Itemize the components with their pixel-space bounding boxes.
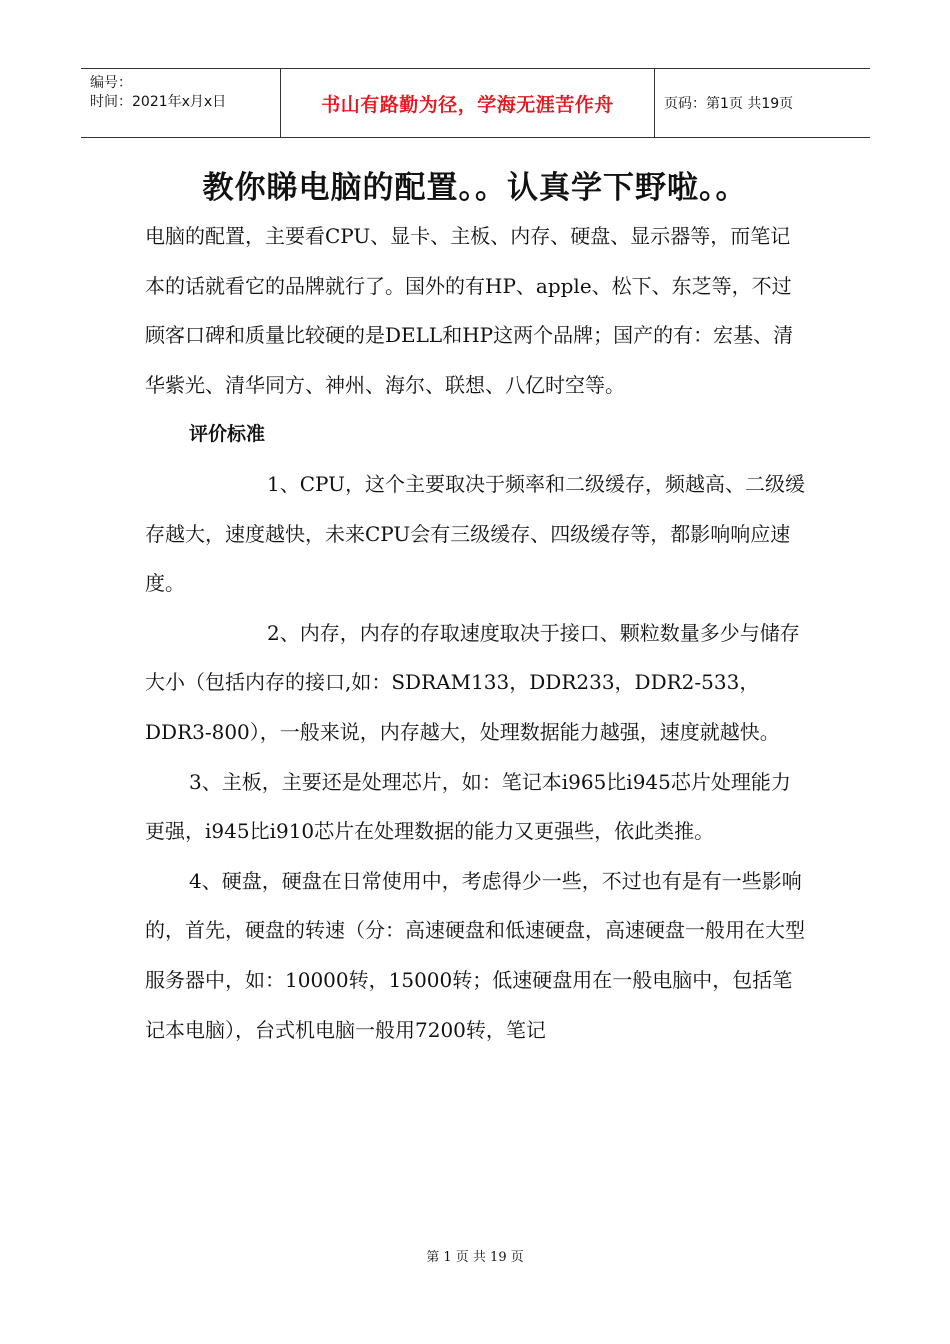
document-body bbox=[145, 212, 810, 1055]
header-info-cell bbox=[81, 69, 281, 137]
header-motto-cell bbox=[281, 69, 655, 137]
page-code: 页码：第1页 共19页 bbox=[664, 96, 794, 112]
date-label: 时间：2021年x月x日 bbox=[90, 94, 227, 110]
document-title: 教你睇电脑的配置。。认真学下野啦。。 bbox=[202, 170, 748, 206]
header-table bbox=[81, 68, 870, 138]
paragraph-harddisk: 4、硬盘，硬盘在日常使用中，考虑得少一些，不过也有是有一些影响的，首先，硬盘的转速（分：高速硬盘和低速硬盘，高速硬盘一般用在大型服务器中，如：10000转，15000转；低速硬盘用在一般电脑中，包括笔记本电脑），台式机电脑一般用7200转，笔记 bbox=[145, 868, 805, 1042]
section-heading: 评价标准 bbox=[189, 423, 266, 446]
intro-paragraph: 电脑的配置，主要看CPU、显卡、主板、内存、硬盘、显示器等，而笔记本的话就看它的品牌就行了。国外的有HP、apple、松下、东芝等，不过顾客口碑和质量比较硬的是DELL和HP这两个品牌；国产的有：宏基、清华紫光、清华同方、神州、海尔、联想、八亿时空等。 bbox=[145, 224, 794, 397]
paragraph-cpu: 1、CPU，这个主要取决于频率和二级缓存，频越高、二级缓存越大，速度越快，未来CPU会有三级缓存、四级缓存等，都影响响应速度。 bbox=[145, 471, 805, 596]
motto-text: 书山有路勤为径，学海无涯苦作舟 bbox=[321, 93, 614, 116]
page-footer: 第 1 页 共 19 页 bbox=[426, 1250, 524, 1265]
paragraph-motherboard: 3、主板，主要还是处理芯片，如：笔记本i965比i945芯片处理能力更强，i945比i910芯片在处理数据的能力又更强些，依此类推。 bbox=[145, 769, 791, 844]
header-page-cell bbox=[655, 69, 870, 137]
number-label: 编号： bbox=[90, 75, 132, 91]
paragraph-memory: 2、内存，内存的存取速度取决于接口、颗粒数量多少与储存大小（包括内存的接口,如：SDRAM133，DDR233，DDR2-533，DDR3-800），一般来说，内存越大，处理数据能力越强，速度就越快。 bbox=[145, 620, 800, 744]
